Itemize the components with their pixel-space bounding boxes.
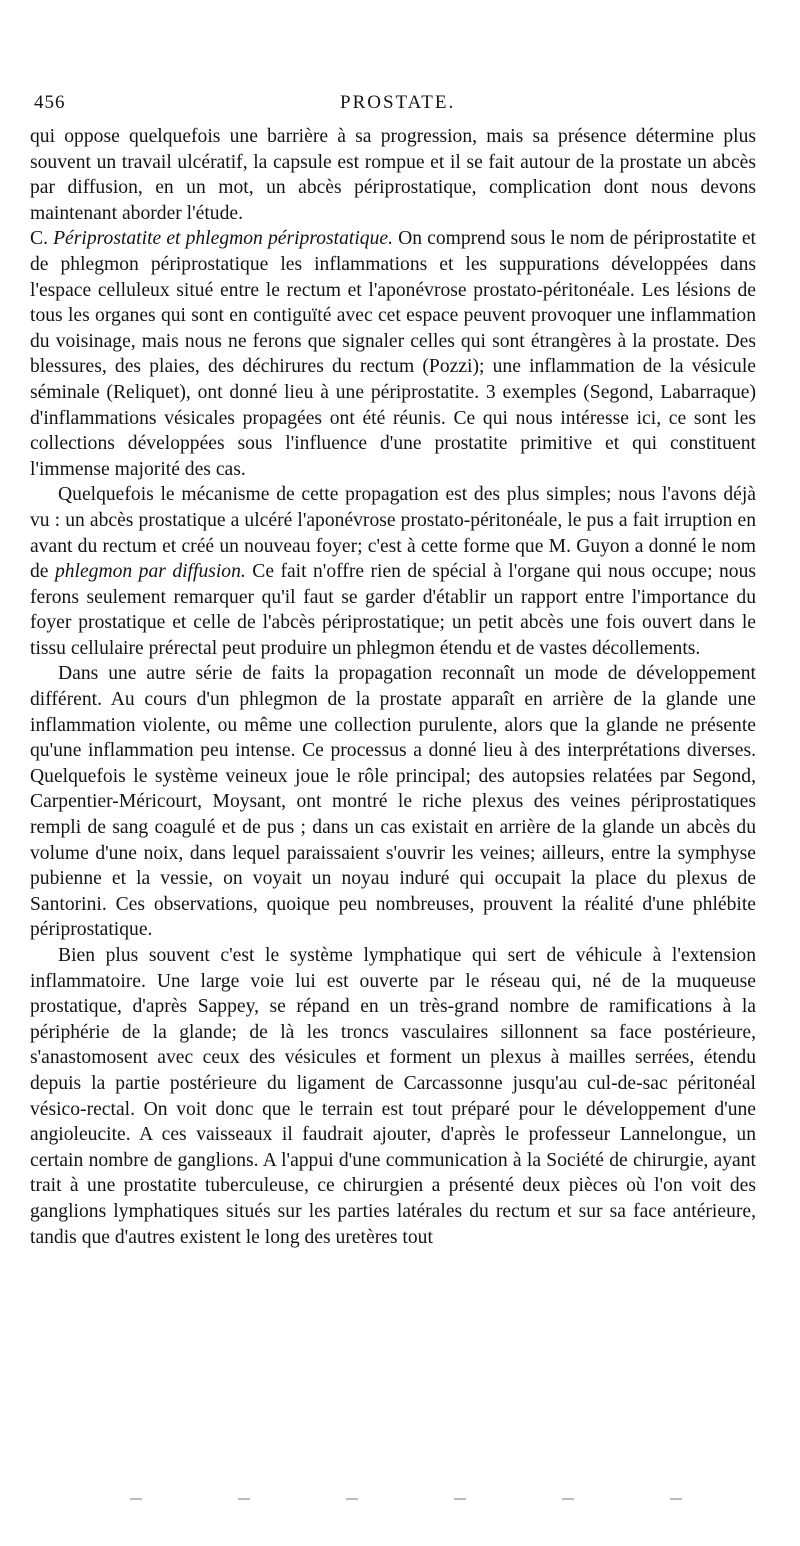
scan-margin-marks xyxy=(0,1498,800,1504)
paragraph-lymphatic: Bien plus souvent c'est le système lymphatique qui sert de véhicule à l'extension inflammatoire. Une large voie lui est ouverte par le réseau qui, né de la muqueuse prostatique, d'après Sappey, se répand en un très-grand nombre de ramifications à la périphérie de la glande; de là les troncs vasculaires sillonnent sa face postérieure, s'anastomosent avec ceux des vésicules et forment un plexus à mailles serrées, étendu depuis la partie postérieure du ligament de Carcassonne jusqu'au cul-de-sac péritonéal vésico-rectal. On voit donc que le terrain est tout préparé pour le développement d'une angioleucite. A ces vaisseaux il faudrait ajouter, d'après le professeur Lannelongue, un certain nombre de ganglions. A l'appui d'une communication à la Société de chirurgie, ayant trait à une prostatite tuberculeuse, ce chirurgien a présenté deux pièces où l'on voit des ganglions lymphatiques situés sur les parties latérales du rectum et sur sa face antérieure, tandis que d'autres existent le long des uretères tout xyxy=(30,945,756,1248)
paragraph-diffusion-after: Ce fait n'offre rien de spécial à l'organe qui nous occupe; nous ferons seulement remarquer qu'il faut se garder d'établir un rapport entre l'importance du foyer prostatique et celle de l'abcès périprostatique; un petit abcès une fois ouvert dans le tissu cellulaire prérectal peut produire un phlegmon étendu et de vastes décollements. xyxy=(30,561,756,659)
body-text xyxy=(30,124,756,1250)
section-body: On comprend sous le nom de périprostatite et de phlegmon périprostatique les inflammations et les suppurations développées dans l'espace celluleux situé entre le rectum et l'aponévrose prostato-péritonéale. Les lésions de tous les organes qui sont en contiguïté avec cet espace peuvent provoquer une inflammation du voisinage, mais nous ne ferons que signaler celles qui sont étrangères à la prostate. Des blessures, des plaies, des déchirures du rectum (Pozzi); une inflammation de la vésicule séminale (Reliquet), ont donné lieu à une périprostatite. 3 exemples (Segond, Labarraque) d'inflammations vésicales propagées ont été réunis. Ce qui nous intéresse ici, ce sont les collections développées sous l'influence d'une prostatite primitive et qui constituent l'immense majorité des cas. xyxy=(30,228,756,480)
paragraph-diffusion-before: Quelquefois le mécanisme de cette propagation est des plus simples; nous l'avons déjà vu : un abcès prostatique a ulcéré l'aponévrose prostato-péritonéale, le pus a fait irruption en avant du rectum et créé un nouveau foyer; c'est à cette forme que M. Guyon a donné le nom de xyxy=(30,484,756,583)
paragraph-diffusion xyxy=(30,482,756,661)
page-number: 456 xyxy=(34,92,66,113)
page xyxy=(30,92,756,1250)
paragraph-continuation: qui oppose quelquefois une barrière à sa progression, mais sa présence détermine plus souvent un travail ulcératif, la capsule est rompue et il se fait autour de la prostate un abcès par diffusion, en un mot, un abcès périprostatique, complication dont nous devons maintenant aborder l'étude. xyxy=(30,126,756,224)
section-letter: C. xyxy=(30,228,48,250)
section-heading: Périprostatite et phlegmon périprostatique. xyxy=(53,228,393,250)
term-phlegmon-par-diffusion: phlegmon par diffusion. xyxy=(54,561,246,583)
running-title: PROSTATE. xyxy=(340,92,456,113)
paragraph-section-c xyxy=(30,226,756,482)
running-head xyxy=(30,92,756,124)
paragraph-venous: Dans une autre série de faits la propagation reconnaît un mode de développement différent. Au cours d'un phlegmon de la prostate apparaît en arrière de la glande une inflammation violente, ou même une collection purulente, alors que la glande ne présente qu'une inflammation peu intense. Ce processus a donné lieu à des interprétations diverses. Quelquefois le système veineux joue le rôle principal; des autopsies relatées par Segond, Carpentier-Méricourt, Moysant, ont montré le riche plexus des veines périprostatiques rempli de sang coagulé et de pus ; dans un cas existait en arrière de la glande un abcès du volume d'une noix, dans lequel paraissaient s'ouvrir les veines; ailleurs, entre la symphyse pubienne et la vessie, on voyait un noyau induré qui occupait la place du plexus de Santorini. Ces observations, quoique peu nombreuses, prouvent la réalité d'une phlébite périprostatique. xyxy=(30,663,756,941)
